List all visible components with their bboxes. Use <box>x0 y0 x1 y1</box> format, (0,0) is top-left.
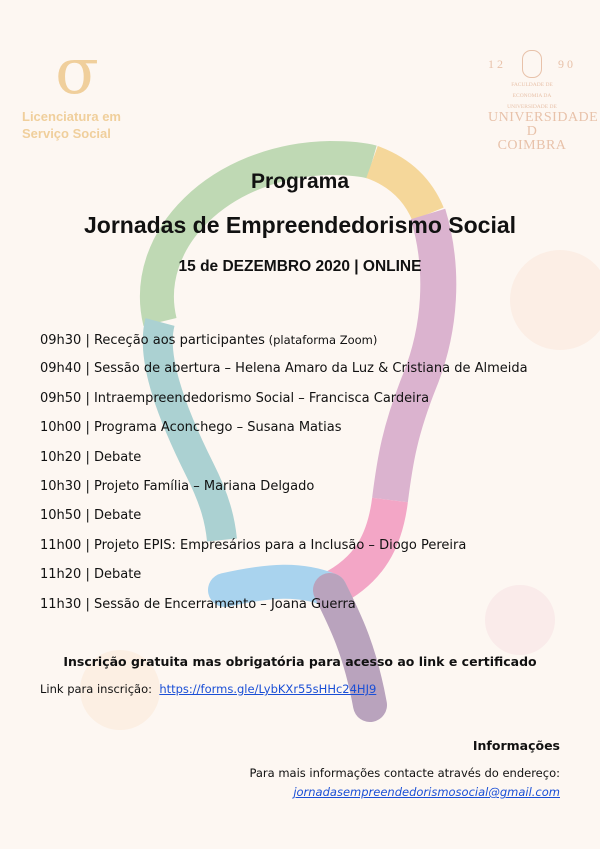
licenciatura-logo <box>22 36 132 142</box>
agenda-item: 11h00 | Projeto EPIS: Empresários para a Inclusão – Diogo Pereira <box>40 537 467 553</box>
university-line-1: UNIVERSIDADE D <box>488 110 599 139</box>
event-date: 15 de DEZEMBRO 2020 | ONLINE <box>178 258 422 275</box>
year-right: 90 <box>558 56 576 71</box>
info-text: Para mais informações contacte através do endereço: <box>249 766 560 780</box>
contact-email-link[interactable]: jornadasempreendedorismosocial@gmail.com <box>293 785 560 799</box>
agenda-item: 11h20 | Debate <box>40 567 142 583</box>
agenda-note: (plataforma Zoom) <box>264 333 378 347</box>
registration-link-row <box>40 682 376 696</box>
agenda-item: 10h00 | Programa Aconchego – Susana Matias <box>40 420 342 436</box>
program-title: Programa <box>250 170 350 193</box>
faculty-line-1: FACULDADE DE <box>511 82 553 88</box>
logo-line-1: Licenciatura em <box>22 109 121 124</box>
agenda-item: 11h30 | Sessão de Encerramento – Joana Guerra <box>40 596 356 612</box>
registration-link-label: Link para inscrição: <box>40 682 152 696</box>
sigma-symbol: σ <box>55 35 99 109</box>
faculty-line-2: ECONOMIA DA <box>512 93 552 99</box>
logo-line-2: Serviço Social <box>22 126 111 141</box>
agenda-item: 09h30 | Receção aos participantes (plataforma Zoom) <box>40 333 378 348</box>
agenda-list <box>40 329 528 623</box>
agenda-item: 10h30 | Projeto Família – Mariana Delgado <box>40 478 315 494</box>
agenda-item: 09h50 | Intraempreendedorismo Social – Francisca Cardeira <box>40 390 430 406</box>
agenda-item: 10h20 | Debate <box>40 449 142 465</box>
event-title: Jornadas de Empreendedorismo Social <box>83 212 517 238</box>
faculty-line-3: UNIVERSIDADE DE <box>507 104 557 110</box>
year-left: 12 <box>488 56 506 71</box>
registration-heading: Inscrição gratuita mas obrigatória para acesso ao link e certificado <box>63 654 537 669</box>
seal-icon <box>522 50 542 78</box>
registration-link[interactable]: https://forms.gle/LybKXr55sHHc24HJ9 <box>159 682 377 696</box>
info-heading: Informações <box>472 738 560 753</box>
agenda-item: 10h50 | Debate <box>40 508 142 524</box>
agenda-item: 09h40 | Sessão de abertura – Helena Amaro da Luz & Cristiana de Almeida <box>40 361 528 377</box>
coimbra-logo <box>488 50 599 153</box>
university-line-2: COIMBRA <box>497 138 567 153</box>
